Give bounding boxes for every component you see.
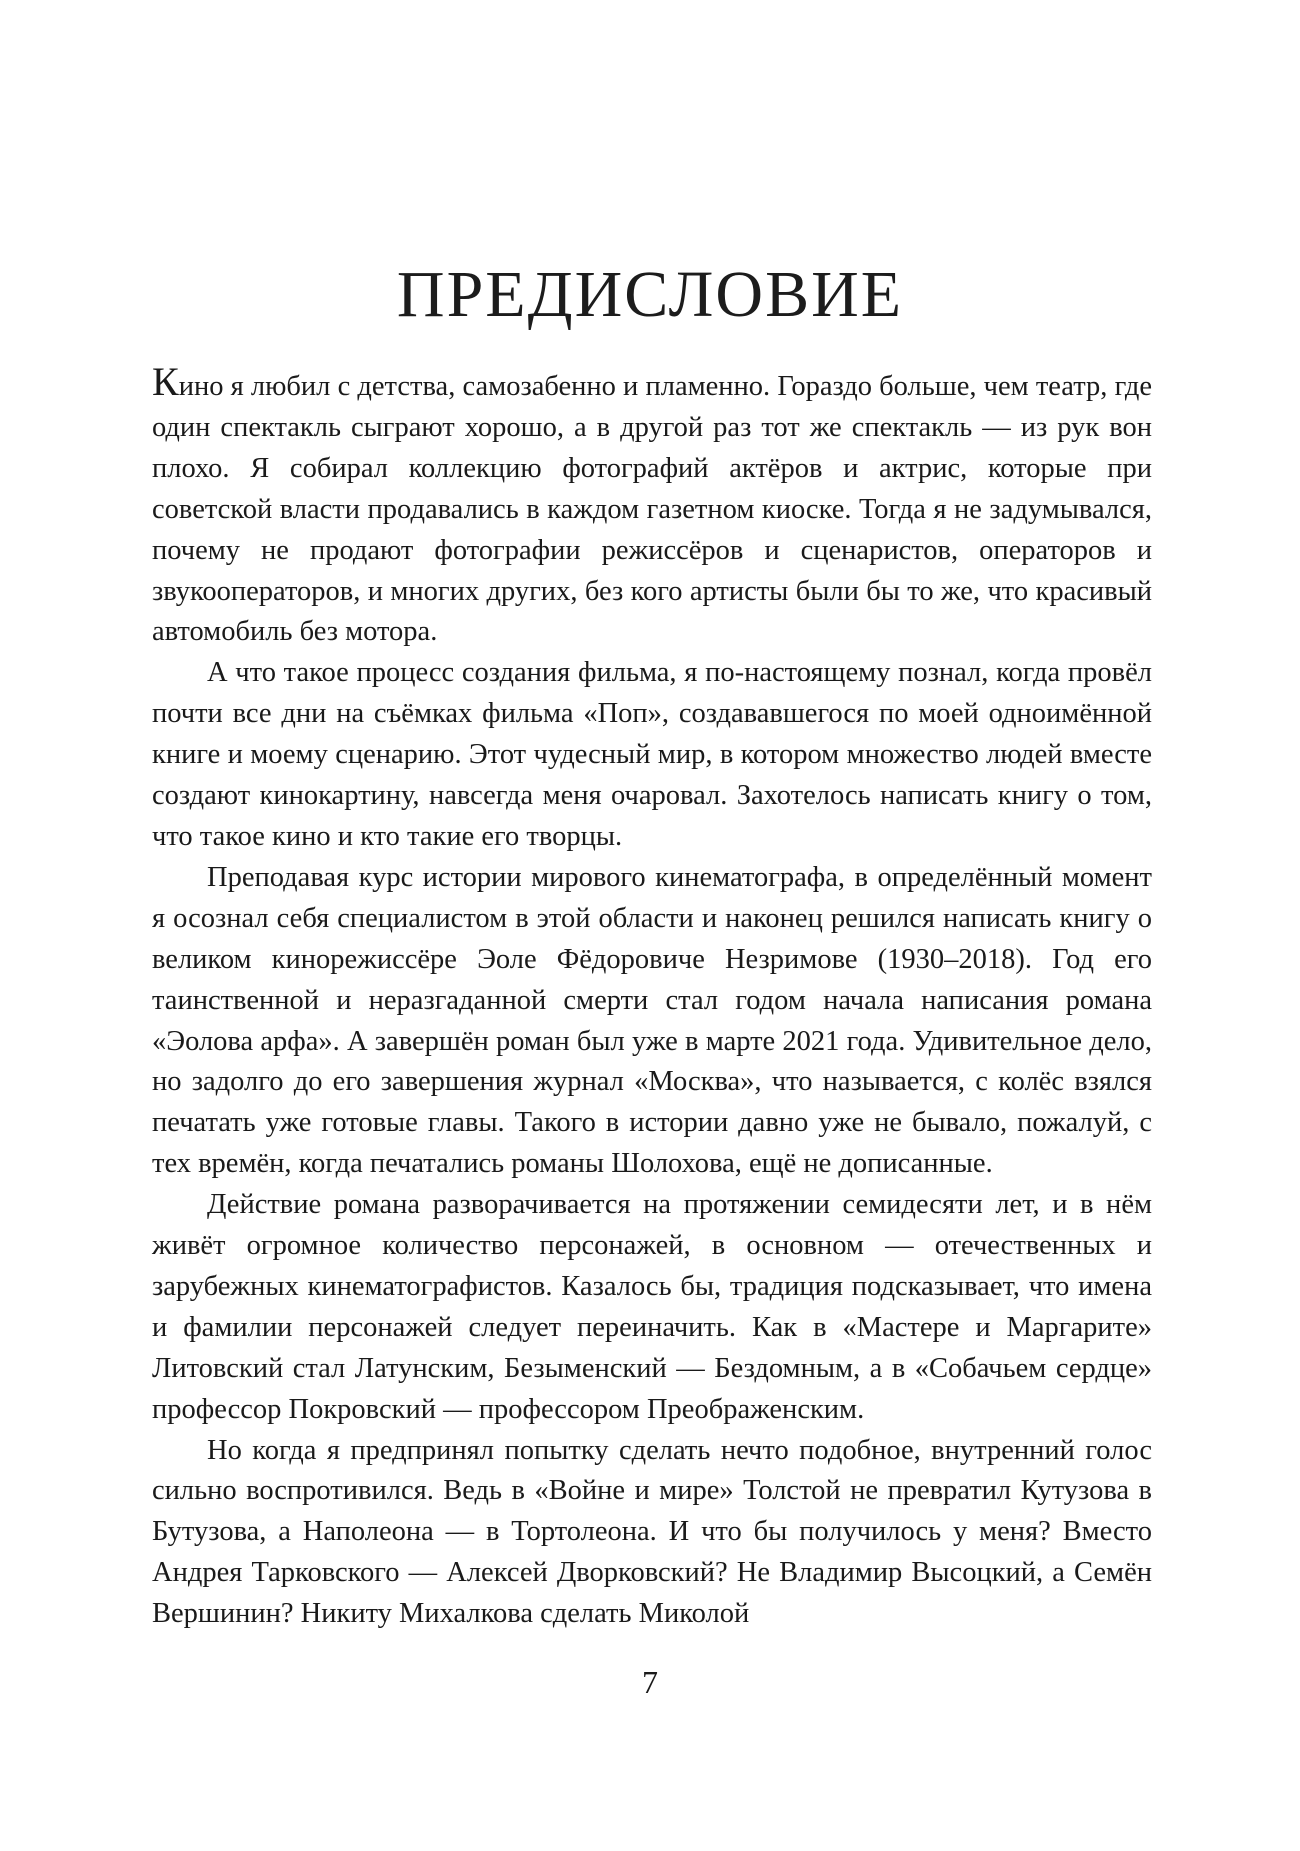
chapter-title: ПРЕДИСЛОВИЕ (396, 258, 904, 331)
body-text (152, 359, 1152, 1635)
paragraph-3: Преподавая курс истории мирового кинематографа, в определённый момент я осознал себя специалистом в этой области и наконец решился написать книгу о великом кинорежиссёре Эоле Фёдоровиче Незримове (1930–2018). Год его таинственной и неразгаданной смерти стал годом начала написания романа «Эолова арфа». А завершён роман был уже в марте 2021 года. Удивительное дело, но задолго до его завершения журнал «Москва», что называется, с колёс взялся печатать уже готовые главы. Такого в истории давно уже не бывало, пожалуй, с тех времён, когда печатались романы Шолохова, ещё не дописанные. (152, 861, 1152, 1180)
paragraph-1-text: ино я любил с детства, самозабенно и пламенно. Гораздо больше, чем театр, где один спектакль сыграют хорошо, а в другой раз тот же спектакль — из рук вон плохо. Я собирал коллекцию фотографий актёров и актрис, которые при советской власти продавались в каждом газетном киоске. Тогда я не задумывался, почему не продают фотографии режиссёров и сценаристов, операторов и звукооператоров, и многих других, без кого артисты были бы то же, что красивый автомобиль без мотора. (152, 371, 1152, 648)
paragraph-1 (152, 359, 1152, 653)
initial-letter: К (152, 359, 179, 404)
page-number: 7 (642, 1664, 658, 1700)
paragraph-5: Но когда я предпринял попытку сделать нечто подобное, внутренний голос сильно воспротивился. Ведь в «Войне и мире» Толстой не превратил Кутузова в Бутузова, а Наполеона — в Тортолеона. И что бы получилось у меня? Вместо Андрея Тарковского — Алексей Дворковский? Не Владимир Высоцкий, а Семён Вершинин? Никиту Михалкова сделать Миколой (152, 1434, 1152, 1630)
paragraph-4: Действие романа разворачивается на протяжении семидесяти лет, и в нём живёт огромное количество персонажей, в основном — отечественных и зарубежных кинематографистов. Казалось бы, традиция подсказывает, что имена и фамилии персонажей следует переиначить. Как в «Мастере и Маргарите» Литовский стал Латунским, Безыменский — Бездомным, а в «Собачьем сердце» профессор Покровский — профессором Преображенским. (152, 1189, 1152, 1425)
paragraph-2: А что такое процесс создания фильма, я по-настоящему познал, когда провёл почти все дни на съёмках фильма «Поп», создававшегося по моей одноимённой книге и моему сценарию. Этот чудесный мир, в котором множество людей вместе создают кинокартину, навсегда меня очаровал. Захотелось написать книгу о том, что такое кино и кто такие его творцы. (152, 657, 1152, 852)
